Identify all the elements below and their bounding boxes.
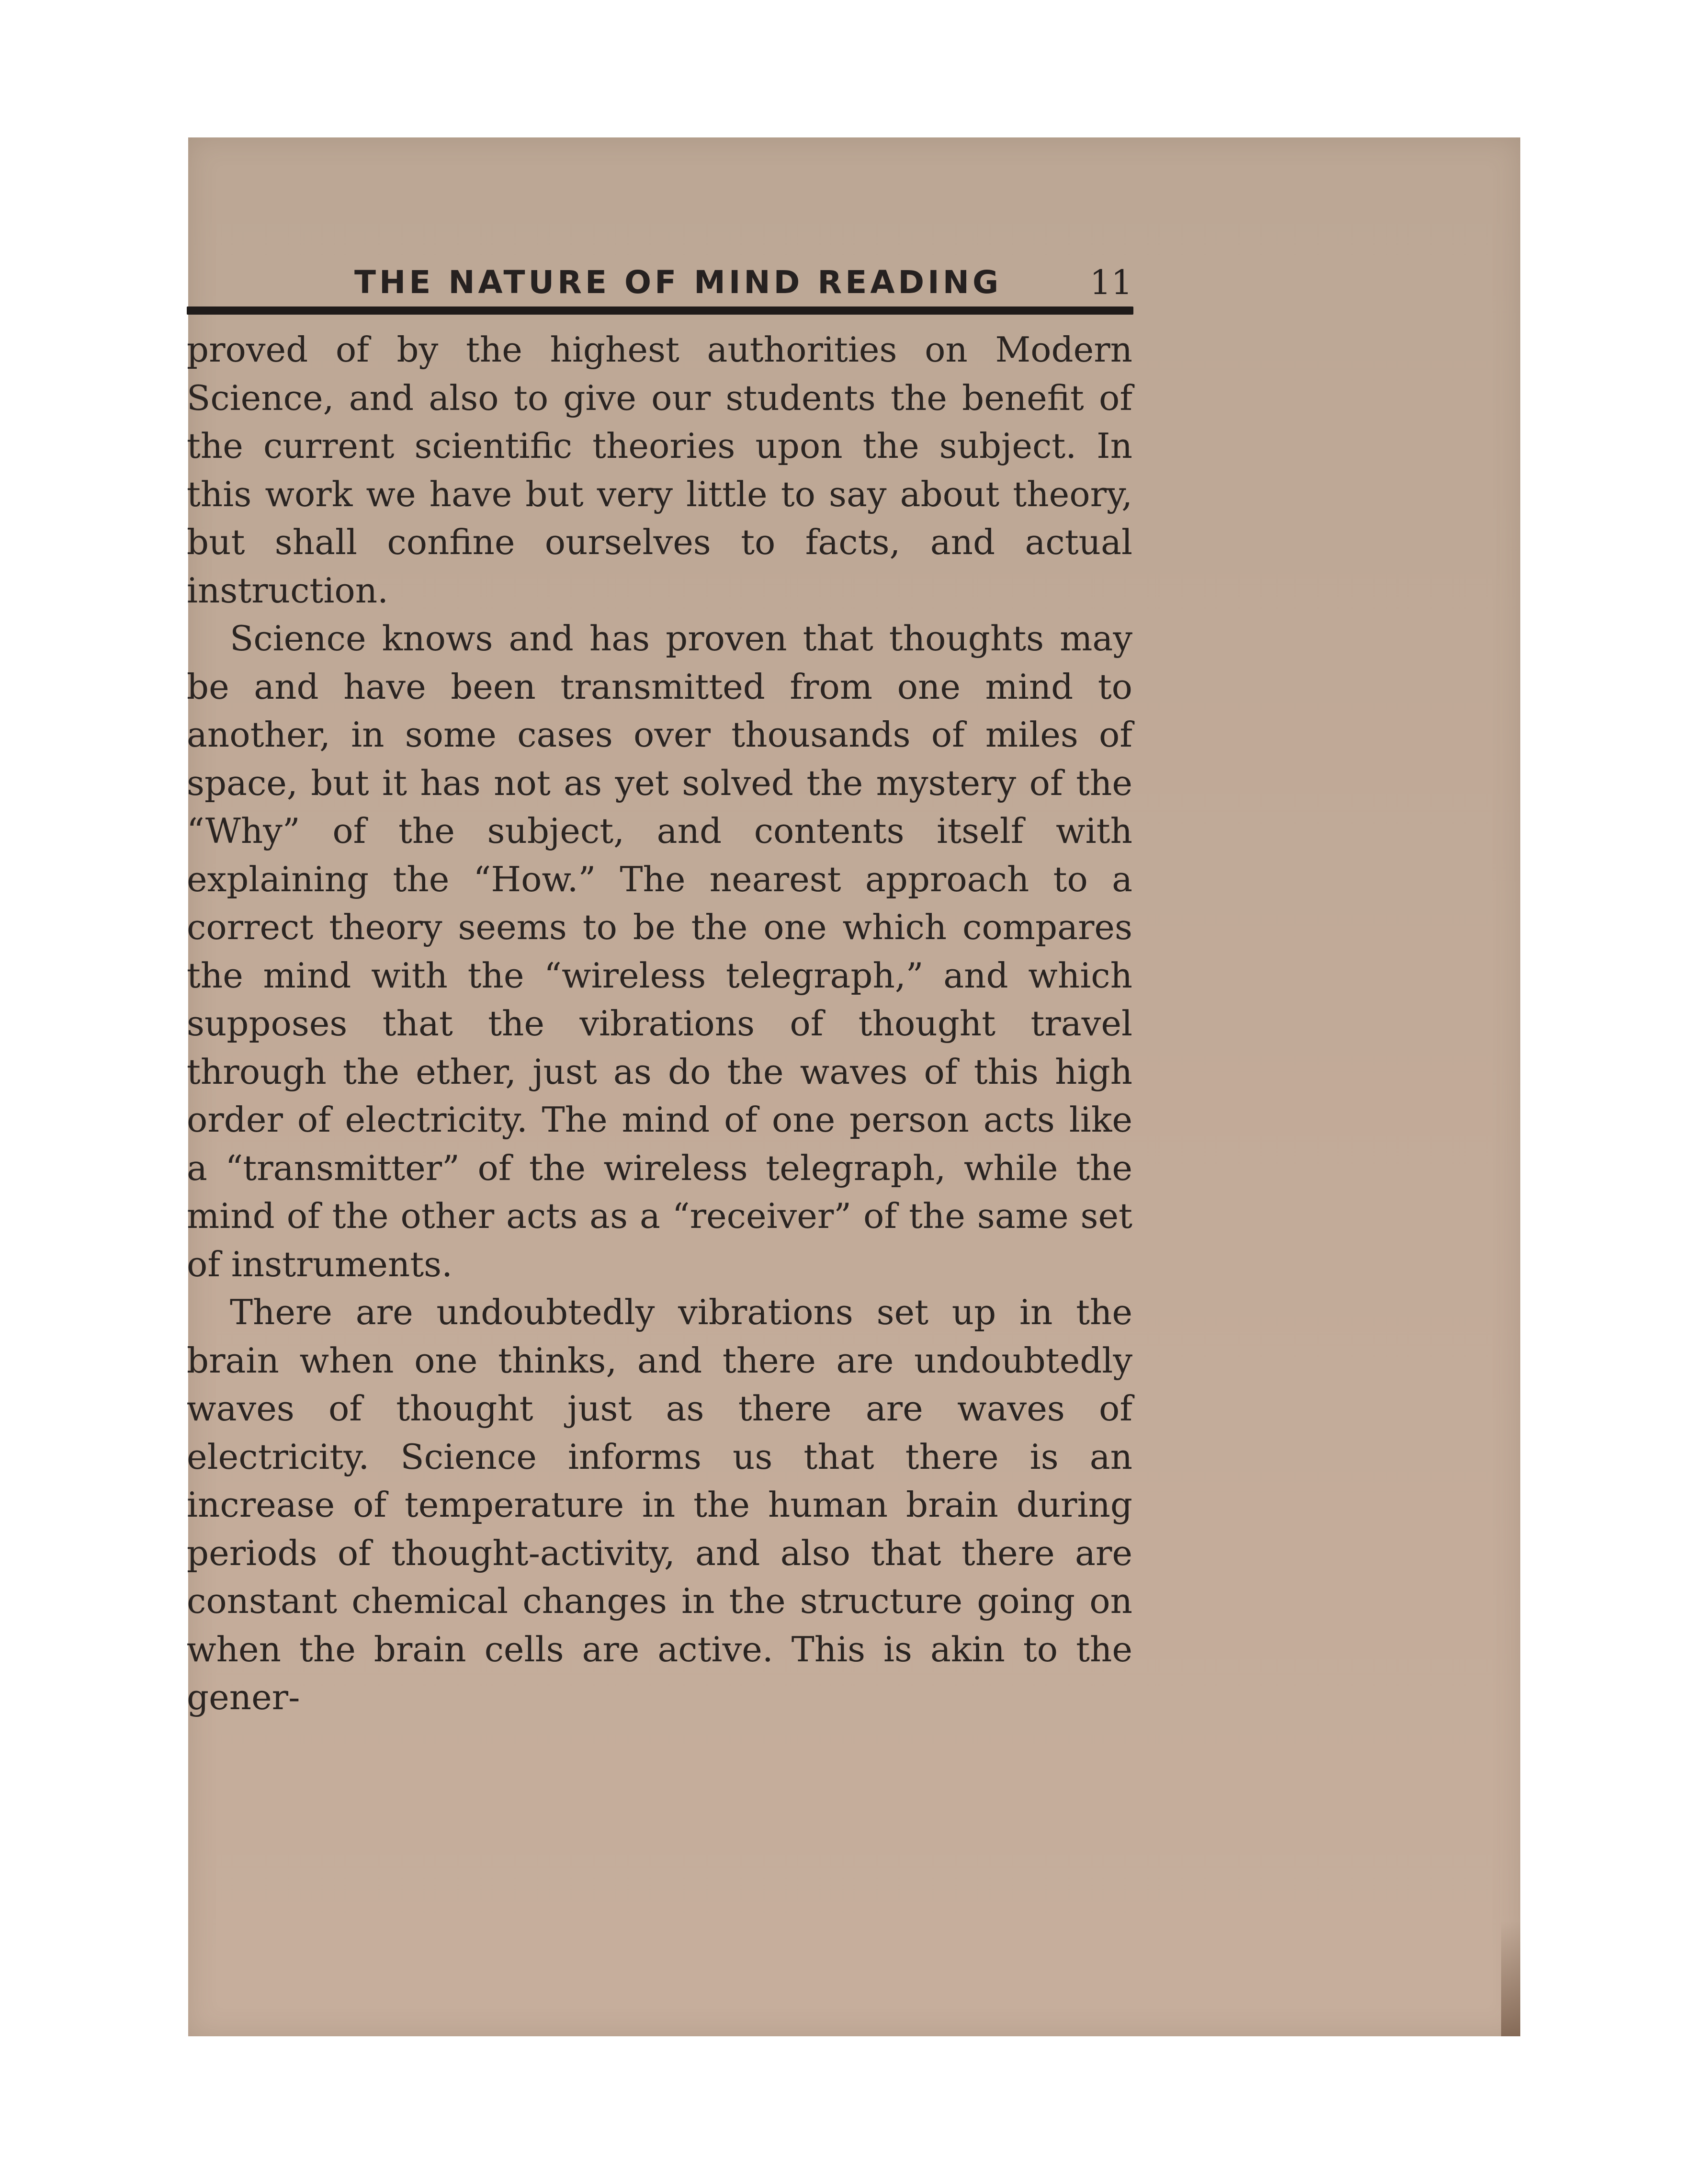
chapter-title: THE NATURE OF MIND READING (354, 264, 1002, 301)
paragraph-continued: proved of by the highest authorities on Modern Science, and also to give our students the benefit of the current scientific theories upon the subject. In this work we have but very little to say about theory, but shall confine ourselves to facts, and actual instruction. (187, 329, 1132, 611)
header-rule (187, 306, 1133, 315)
running-head (187, 259, 1132, 311)
paragraph: Science knows and has proven that thoughts may be and have been transmitted from one mind to another, in some cases over thousands of miles of space, but it has not as yet solved the mystery of the “Why” of the subject, and contents itself with explaining the “How.” The nearest approach to a correct theory seems to be the one which compares the mind with the “wireless telegraph,” and which supposes that the vibrations of thought travel through the ether, just as do the waves of this high order of electricity. The mind of one person acts like a “transmitter” of the wireless telegraph, while the mind of the other acts as a “receiver” of the same set of instruments. (187, 618, 1132, 1284)
page-number: 11 (1089, 263, 1132, 302)
paragraph: There are undoubtedly vibrations set up in the brain when one thinks, and there are undoubtedly waves of thought just as there are waves of electricity. Science informs us that there is an increase of temperature in the human brain during periods of thought-activity, and also that there are constant chemical changes in the structure going on when the brain cells are active. This is akin to the gener- (187, 1292, 1132, 1717)
body-text (187, 326, 1132, 1722)
